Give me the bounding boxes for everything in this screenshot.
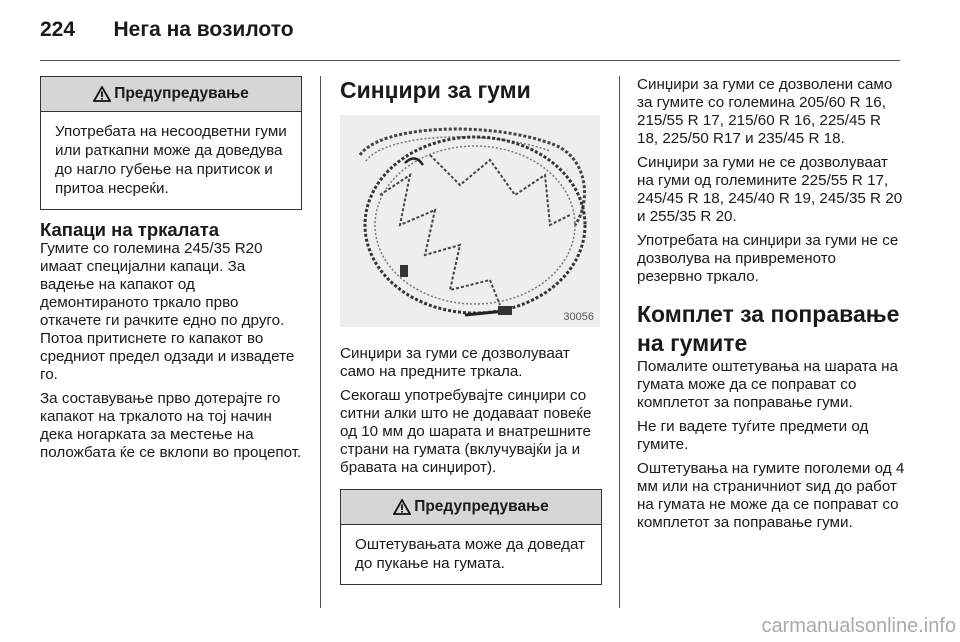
warning-text: Употребата на несоодветни гуми или раткапни може да доведува до нагло губење на притисок и притоа несреќи.	[55, 123, 287, 197]
column-divider	[320, 76, 321, 608]
warning-box	[40, 76, 302, 210]
kit-paragraph-2: Не ги вадете туѓите предмети од гумите.	[637, 418, 869, 453]
page-header	[40, 18, 294, 48]
chapter-title: Нега на возилото	[113, 18, 294, 41]
chains-spare-wheel: Употребата на синџири за гуми не се дозволува на привременото резервно тркало.	[637, 232, 899, 285]
kit-paragraph-1: Помалите оштетувања на шарата на гумата може да се поправат со комплетот за поправање гуми.	[637, 358, 899, 411]
caps-heading: Капаци на тркалата	[40, 219, 220, 240]
column-2	[340, 76, 602, 585]
chains-paragraph-2: Секогаш употребувајте синџири со ситни алки што не додаваат повеќе од 10 мм до шарата и внатрешните страни на гумата (вклучувајќи ја и бравата на синџирот).	[340, 387, 592, 476]
page-number: 224	[40, 18, 76, 41]
kit-heading-line-1: Комплет за поправање	[637, 301, 900, 327]
kit-paragraph-3: Оштетувања на гумите поголеми од 4 мм или на страничниот ѕид до работ на гумата не може да се поправат со комплетот за поправање гуми.	[637, 460, 905, 531]
header-rule	[40, 60, 900, 61]
chains-allowed-sizes: Синџири за гуми се дозволени само за гумите со големина 205/60 R 16, 215/55 R 17, 215/60 R 16, 225/45 R 18, 225/50 R17 и 235/45 R 18.	[637, 76, 893, 147]
warning-header	[341, 490, 601, 525]
warning-title: Предупредување	[414, 498, 549, 515]
kit-heading	[637, 300, 905, 358]
chains-paragraph-1: Синџири за гуми се дозволуваат само на предните тркала.	[340, 345, 570, 380]
caps-paragraph-2: За составување прво дотерајте го капакот на тркалото на тој начин дека ногарката за местење на положбата ќе се вклопи во процепот.	[40, 390, 302, 461]
caps-paragraph-1: Гумите со големина 245/35 R20 имаат специјални капаци. За вадење на капакот од демонтираното тркало прво откачете ги рачките едно по друго. Потоа притиснете го капакот во средниот предел одзади и извадете го.	[40, 240, 295, 383]
warning-text: Оштетувањата може да доведат до пукање на гумата.	[355, 536, 586, 572]
chains-heading: Синџири за гуми	[340, 77, 531, 103]
warning-icon	[393, 499, 411, 515]
snow-chains-illustration	[340, 115, 600, 327]
warning-header	[41, 77, 301, 112]
warning-icon	[93, 86, 111, 102]
column-3	[637, 76, 905, 538]
kit-heading-line-2: на гумите	[637, 330, 748, 356]
warning-box	[340, 489, 602, 585]
watermark: carmanualsonline.info	[761, 615, 956, 637]
figure-id: 30056	[563, 311, 594, 323]
column-divider	[619, 76, 620, 608]
snow-chains-drawing	[340, 115, 600, 327]
warning-title: Предупредување	[114, 85, 249, 102]
column-1	[40, 76, 302, 468]
chains-forbidden-sizes: Синџири за гуми не се дозволуваат на гуми од големините 225/55 R 17, 245/45 R 18, 245/40 R 19, 245/35 R 20 и 255/35 R 20.	[637, 154, 903, 225]
